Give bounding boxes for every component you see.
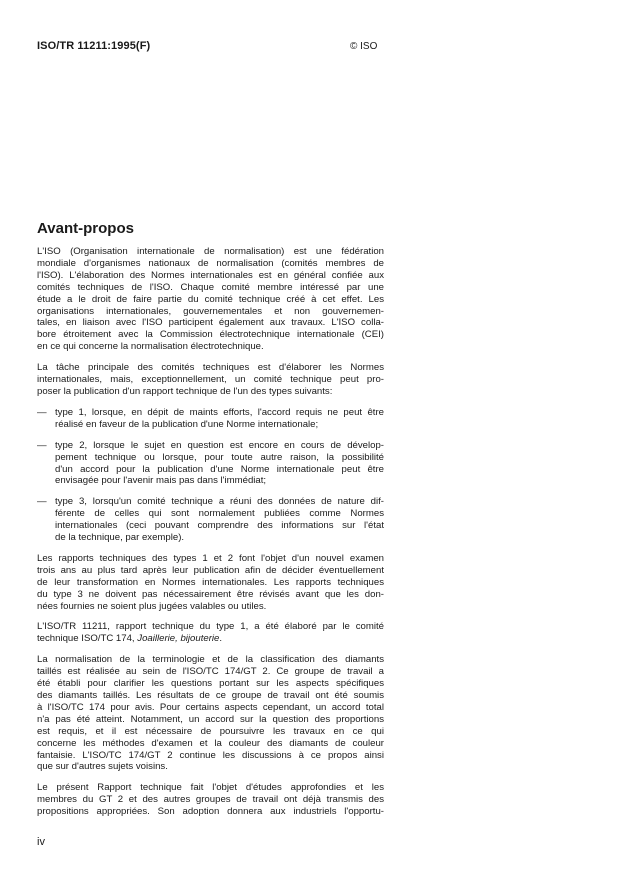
- list-dash: —: [37, 439, 47, 451]
- text-line: nées fournies ne soient plus jugées valables ou utiles.: [37, 600, 267, 612]
- list-dash: —: [37, 496, 47, 508]
- text-line: propositions appropriées. Son adoption donnera aux industriels l'opportu-: [37, 806, 384, 818]
- paragraph-report: [37, 782, 384, 818]
- paragraph-intro: [37, 246, 384, 353]
- text-line: envisagée pour l'avenir mais pas dans l'immédiat;: [55, 475, 267, 487]
- text-line: Le présent Rapport technique fait l'objet d'études approfondies et les: [37, 782, 384, 794]
- text-line: internationales, mais, exceptionnellement, un comité technique peut pro-: [37, 374, 384, 386]
- text-line: est requis, et il est nécessaire de poursuivre les travaux en ce qui: [37, 725, 384, 737]
- text-line: [37, 633, 384, 645]
- text-line: pement technique ou lorsque, pour toute autre raison, la possibilité: [55, 451, 384, 463]
- text-period: .: [219, 633, 223, 645]
- paragraph-review: [37, 553, 384, 613]
- text-line: La normalisation de la terminologie et de la classification des diamants: [37, 654, 384, 666]
- document-id: ISO/TR 11211:1995(F): [37, 40, 151, 52]
- text-line: type 3, lorsqu'un comité technique a réuni des données de nature dif-: [55, 496, 384, 508]
- text-line: poser la publication d'un rapport technique de l'un des types suivants:: [37, 385, 333, 397]
- text-line: à l'ISO/TC 174 pour avis. Pour certains aspects cependant, un accord total: [37, 701, 384, 713]
- text-line: La tâche principale des comités techniques est d'élaborer les Normes: [37, 362, 384, 374]
- text-line: L'ISO (Organisation internationale de normalisation) est une fédération: [37, 246, 384, 257]
- text-line: type 1, lorsque, en dépit de maints efforts, l'accord requis ne peut être: [55, 406, 384, 418]
- list-dash: —: [37, 406, 47, 418]
- text-line: été établi pour clarifier les questions portant sur les aspects spécifiques: [37, 678, 384, 690]
- foreword-body: [37, 246, 384, 827]
- committee-ref: technique ISO/TC 174,: [37, 633, 138, 645]
- text-line: l'ISO). L'élaboration des Normes internationales est en général confiée aux: [37, 269, 384, 281]
- list-item-type-2: [37, 440, 384, 488]
- text-line: en ce qui concerne la normalisation électrotechnique.: [37, 341, 264, 353]
- paragraph-committee: [37, 621, 384, 645]
- text-line: Les rapports techniques des types 1 et 2 font l'objet d'un nouvel examen: [37, 552, 384, 564]
- text-line: trois ans au plus tard après leur publication afin de décider éventuellement: [37, 564, 384, 576]
- text-line: mondiale d'organismes nationaux de normalisation (comités membres de: [37, 257, 384, 269]
- text-line: des diamants taillés. Les résultats de ce groupe de travail ont été soumis: [37, 690, 384, 701]
- committee-title: Joaillerie, bijouterie: [137, 633, 220, 645]
- text-line: réalisé en faveur de la publication d'une Norme internationale;: [55, 418, 319, 430]
- text-line: du type 3 ne doivent pas nécessairement être révisés avant que les don-: [37, 588, 384, 600]
- page-number: iv: [37, 836, 45, 848]
- copyright-notice: © ISO: [350, 41, 378, 52]
- text-line: concerne les méthodes d'examen et la couleur des diamants de couleur: [37, 737, 384, 749]
- text-line: taillés est réalisée au sein de l'ISO/TC 174/GT 2. Ce groupe de travail a: [37, 666, 384, 678]
- text-line: type 2, lorsque le sujet en question est encore en cours de dévelop-: [55, 439, 384, 451]
- text-line: fantaisie. L'ISO/TC 174/GT 2 continue les discussions à ce propos ainsi: [37, 749, 384, 761]
- text-line: L'ISO/TR 11211, rapport technique du type 1, a été élaboré par le comité: [37, 621, 384, 633]
- section-title: Avant-propos: [37, 220, 134, 237]
- text-line: organisations internationales, gouvernementales et non gouvernemen-: [37, 305, 384, 317]
- paragraph-task: [37, 362, 384, 398]
- text-line: membres du GT 2 et des autres groupes de travail ont déjà transmis des: [37, 794, 384, 806]
- text-line: bore étroitement avec la Commission électrotechnique internationale (CEI): [37, 329, 384, 341]
- text-line: n'a pas été atteint. Notamment, un accord sur la question des proportions: [37, 713, 384, 725]
- paragraph-terminology: [37, 654, 384, 773]
- text-line: que sur d'autres sujets voisins.: [37, 761, 168, 773]
- list-item-type-1: [37, 407, 384, 431]
- text-line: d'un accord pour la publication d'une Norme internationale peut être: [55, 463, 384, 475]
- list-item-type-3: [37, 496, 384, 544]
- text-line: de la technique, par exemple).: [55, 532, 185, 544]
- text-line: tales, en liaison avec l'ISO participent également aux travaux. L'ISO colla-: [37, 317, 384, 329]
- text-line: comités techniques de l'ISO. Chaque comité membre intéressé par une: [37, 281, 384, 293]
- text-line: de leur transformation en Normes internationales. Les rapports techniques: [37, 576, 384, 588]
- text-line: étude a le droit de faire partie du comité technique créé à cet effet. Les: [37, 293, 384, 305]
- text-line: internationales (ceci pouvant comprendre des informations sur l'état: [55, 520, 384, 532]
- text-line: férente de celles qui sont normalement publiées comme Normes: [55, 508, 384, 520]
